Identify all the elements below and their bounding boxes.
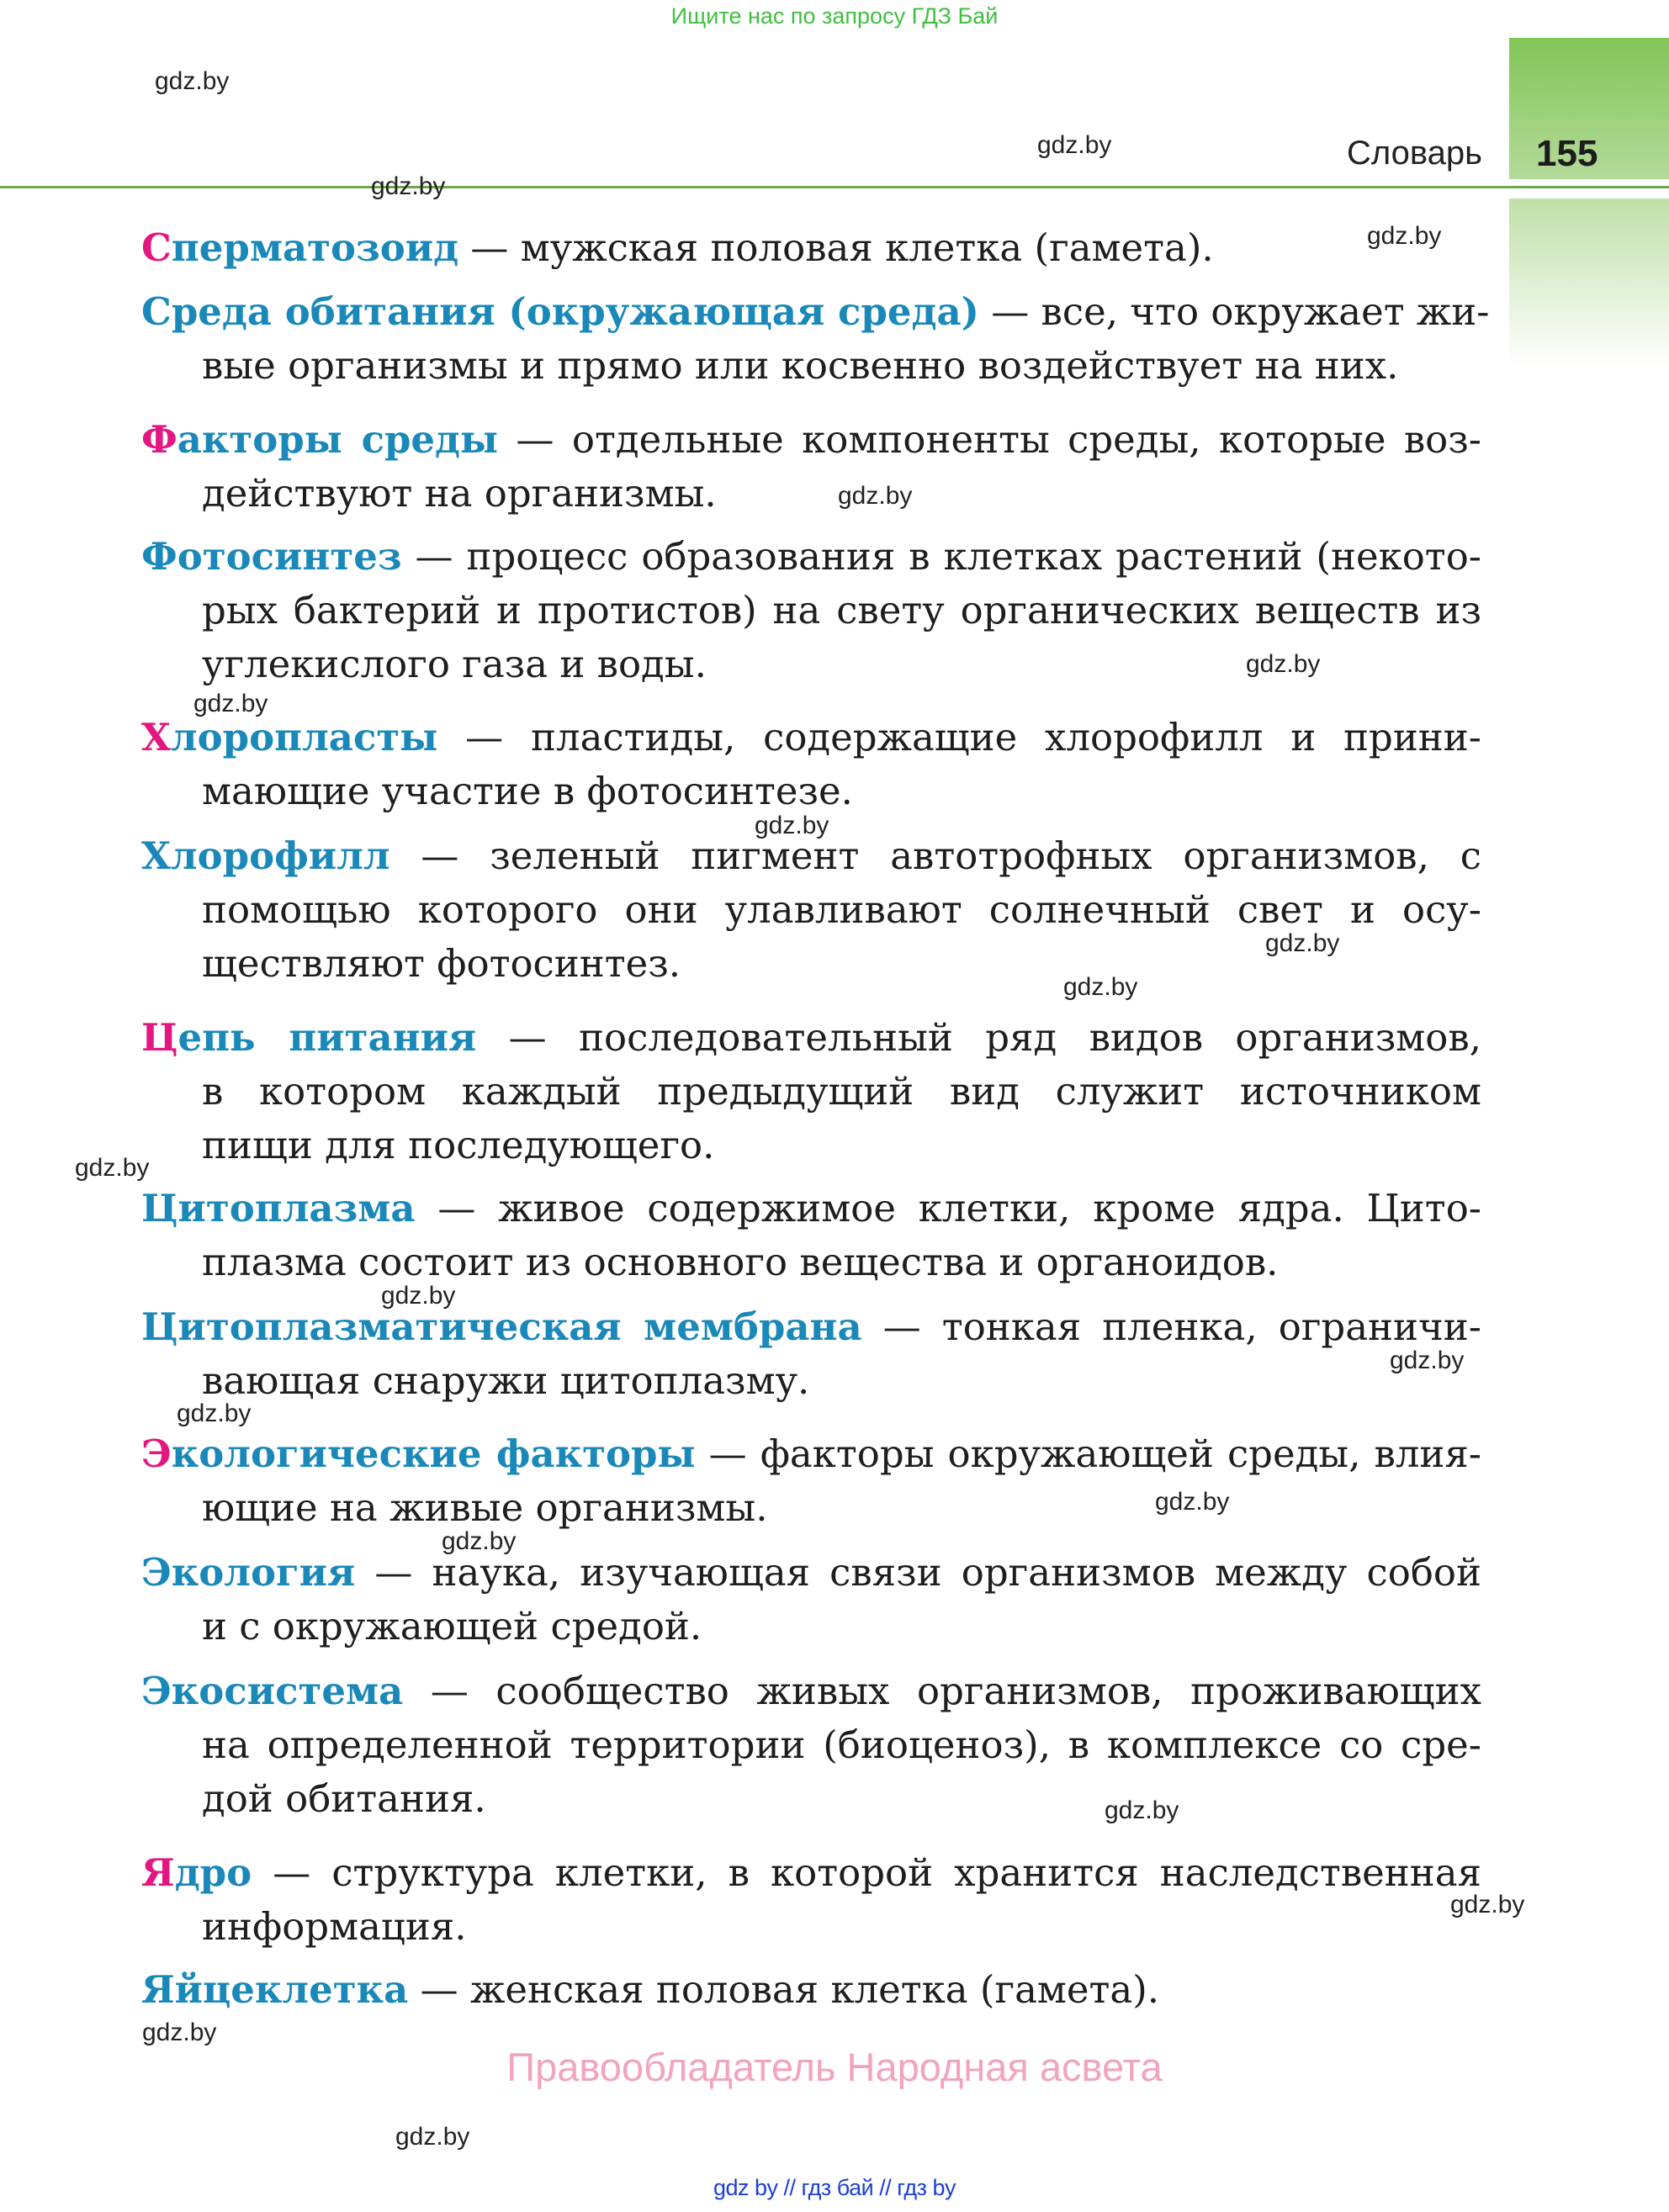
- glossary-term: [141, 1015, 476, 1060]
- watermark-text: gdz.by: [442, 1527, 517, 1555]
- definition-text: мающие участие в фотосинтезе.: [202, 769, 853, 813]
- entry-first-line: [141, 1963, 1481, 2017]
- watermark-text: gdz.by: [755, 812, 829, 839]
- glossary-term: [141, 1850, 252, 1895]
- glossary-entry: [141, 413, 1481, 521]
- definition-text: — живое содержимое клетки, кроме ядра. Цито-: [415, 1186, 1481, 1230]
- entry-continuation-line: [202, 1065, 1481, 1119]
- entry-first-line: [141, 1427, 1481, 1481]
- watermark-text: gdz.by: [1105, 1797, 1179, 1824]
- entry-continuation-line: [202, 1481, 1481, 1535]
- glossary-entry: [141, 1664, 1481, 1826]
- entry-continuation-line: [202, 1600, 1481, 1654]
- glossary-entry: [141, 1546, 1481, 1654]
- watermark-text: gdz.by: [1450, 1891, 1525, 1918]
- rights-holder-notice: Правообладатель Народная асвета: [506, 2045, 1163, 2089]
- page-number: 155: [1536, 133, 1598, 174]
- entry-first-line: [141, 530, 1481, 584]
- definition-text: — процесс образования в клетках растений (некото-: [401, 534, 1481, 579]
- glossary-term: [141, 1304, 862, 1349]
- term-initial-letter: Э: [141, 1431, 172, 1476]
- entry-continuation-line: [202, 1119, 1481, 1172]
- term-text: дро: [174, 1850, 252, 1895]
- glossary-entry: [141, 285, 1490, 393]
- definition-text: — мужская половая клетка (гамета).: [458, 225, 1214, 270]
- term-text: перматозоид: [171, 225, 459, 270]
- term-text: Экология: [141, 1550, 356, 1595]
- term-text: лоропласты: [170, 715, 438, 759]
- term-initial-letter: С: [141, 225, 172, 270]
- entry-first-line: [141, 1300, 1481, 1354]
- watermark-text: gdz.by: [1063, 973, 1138, 1001]
- glossary-term: [141, 715, 437, 759]
- definition-text: — последовательный ряд видов организмов,: [476, 1015, 1481, 1060]
- glossary-term: [141, 1431, 696, 1476]
- watermark-text: gdz.by: [1155, 1488, 1230, 1516]
- glossary-term: [141, 289, 979, 334]
- glossary-term: [141, 225, 458, 270]
- entry-continuation-line: [202, 1900, 1481, 1954]
- glossary-entry: [141, 1427, 1481, 1535]
- definition-text: — отдельные компоненты среды, которые воз-: [498, 417, 1481, 462]
- watermark-text: gdz.by: [177, 1400, 252, 1427]
- definition-text: ющие на живые организмы.: [202, 1485, 768, 1530]
- side-gradient-decoration: [1509, 198, 1669, 367]
- term-initial-letter: Ц: [141, 1015, 178, 1060]
- definition-text: — женская половая клетка (гамета).: [408, 1967, 1160, 2012]
- glossary-entry: [141, 1300, 1481, 1408]
- term-text: епь питания: [177, 1015, 477, 1060]
- definition-text: дой обитания.: [202, 1776, 486, 1821]
- search-hint-banner: Ищите нас по запросу ГДЗ Бай: [670, 3, 999, 29]
- glossary-entry: [141, 1011, 1481, 1172]
- entry-first-line: [141, 285, 1490, 339]
- glossary-term: [141, 534, 402, 579]
- header-divider: [0, 186, 1669, 188]
- term-initial-letter: Ф: [141, 417, 177, 462]
- entry-first-line: [141, 711, 1481, 765]
- entry-continuation-line: [202, 1772, 1481, 1826]
- glossary-term: [141, 1186, 416, 1230]
- definition-text: — все, что окружает жи-: [978, 289, 1490, 334]
- entry-first-line: [141, 1546, 1481, 1600]
- glossary-term: [141, 417, 498, 462]
- glossary-entry: [141, 829, 1481, 991]
- definition-text: информация.: [202, 1904, 467, 1949]
- entry-continuation-line: [202, 584, 1481, 638]
- definition-text: — пластиды, содержащие хлорофилл и прини-: [437, 715, 1481, 759]
- watermark-text: gdz.by: [1265, 929, 1340, 957]
- definition-text: и с окружающей средой.: [202, 1604, 702, 1648]
- entry-first-line: [141, 1011, 1481, 1065]
- glossary-entry: [141, 221, 1481, 275]
- watermark-text: gdz.by: [155, 67, 230, 95]
- term-text: Хлорофилл: [141, 833, 390, 878]
- entry-continuation-line: [202, 765, 1481, 818]
- definition-text: помощью которого они улавливают солнечный свет и осу-: [202, 887, 1481, 932]
- watermark-text: gdz.by: [142, 2019, 217, 2046]
- entry-first-line: [141, 1846, 1481, 1900]
- entry-first-line: [141, 1664, 1481, 1718]
- bottom-links[interactable]: gdz by // гдз бай // гдз by: [713, 2175, 956, 2200]
- definition-text: — наука, изучающая связи организмов между собой: [355, 1550, 1481, 1595]
- definition-text: плазма состоит из основного вещества и органоидов.: [202, 1240, 1279, 1284]
- definition-text: вые организмы и прямо или косвенно воздействует на них.: [202, 343, 1399, 388]
- watermark-text: gdz.by: [1390, 1347, 1465, 1374]
- entry-first-line: [141, 221, 1481, 275]
- definition-text: пищи для последующего.: [202, 1123, 715, 1167]
- definition-text: — сообщество живых организмов, проживающих: [403, 1669, 1481, 1713]
- watermark-text: gdz.by: [75, 1154, 150, 1182]
- glossary-entry: [141, 711, 1481, 818]
- watermark-text: gdz.by: [838, 482, 913, 510]
- watermark-text: gdz.by: [381, 1282, 456, 1310]
- watermark-text: gdz.by: [371, 172, 446, 200]
- entry-continuation-line: [202, 339, 1481, 393]
- entry-continuation-line: [202, 1354, 1481, 1408]
- watermark-text: gdz.by: [193, 690, 268, 717]
- term-text: Цитоплазматическая мембрана: [141, 1304, 862, 1349]
- glossary-entry: [141, 1963, 1481, 2017]
- definition-text: в котором каждый предыдущий вид служит источником: [202, 1069, 1481, 1114]
- glossary-term: [141, 833, 390, 878]
- definition-text: рых бактерий и протистов) на свету органических веществ из: [202, 588, 1481, 632]
- glossary-entry: [141, 1182, 1481, 1289]
- glossary-term: [141, 1669, 403, 1713]
- term-text: кологические факторы: [171, 1431, 696, 1476]
- definition-text: на определенной территории (биоценоз), в комплексе со сре-: [202, 1723, 1481, 1767]
- term-initial-letter: Я: [141, 1850, 175, 1895]
- term-text: Фотосинтез: [141, 534, 402, 579]
- definition-text: ществляют фотосинтез.: [202, 941, 681, 986]
- term-text: Цитоплазма: [141, 1186, 416, 1230]
- term-text: Яйцеклетка: [141, 1967, 409, 2012]
- definition-text: — структура клетки, в которой хранится наследственная: [252, 1850, 1481, 1895]
- definition-text: — тонкая пленка, ограничи-: [861, 1304, 1481, 1349]
- entry-first-line: [141, 413, 1481, 467]
- term-text: акторы среды: [177, 417, 499, 462]
- entry-continuation-line: [202, 1718, 1481, 1772]
- glossary-entry: [141, 1846, 1481, 1954]
- glossary-term: [141, 1967, 408, 2012]
- glossary-term: [141, 1550, 355, 1595]
- term-text: Экосистема: [141, 1669, 404, 1713]
- term-initial-letter: Х: [141, 715, 171, 759]
- watermark-text: gdz.by: [1367, 222, 1442, 250]
- definition-text: действуют на организмы.: [202, 471, 717, 516]
- definition-text: — зеленый пигмент автотрофных организмов, с: [389, 833, 1481, 878]
- watermark-text: gdz.by: [395, 2123, 470, 2151]
- definition-text: углекислого газа и воды.: [202, 642, 707, 686]
- watermark-text: gdz.by: [1037, 131, 1112, 159]
- definition-text: вающая снаружи цитоплазму.: [202, 1358, 810, 1403]
- term-text: Среда обитания (окружающая среда): [141, 289, 979, 334]
- entry-first-line: [141, 1182, 1481, 1236]
- definition-text: — факторы окружающей среды, влия-: [695, 1431, 1481, 1476]
- section-title: Словарь: [1346, 135, 1482, 172]
- watermark-text: gdz.by: [1246, 650, 1321, 678]
